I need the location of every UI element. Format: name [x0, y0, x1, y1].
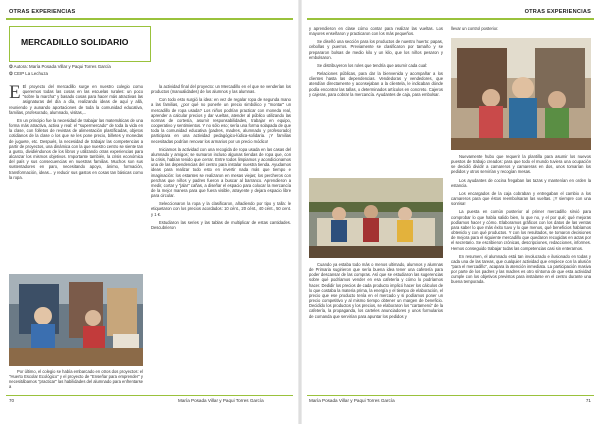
- paragraph: Cuando ya estaba todo más o menos ultimado, alumnos y alumnas de Primaria sugirieron que sería buena idea tener una cafetería para poder descansar de las compras. Así que se estudiaron las sugerencias sobre qué podríamos vender en esa cafetería y cómo lo podríamos hacer. Dedidir los precios de cada producto implicó hacer los cálculos de lo que costaba la materia prima, la energía y el tiempo de elaboración, el precio que ese producto tenía en el mercado y si podíamos poner un precio competitivo y al mismo tiempo obtener un margen de beneficio. Decidido los productos y los precios, se elaboraron los "cartamenú" de la cafetería, la propaganda, los carteles anunciadores y unos formularios de comanda que servirían para apuntar los pedidos y: [309, 262, 443, 319]
- bullet-icon: ❂: [9, 64, 14, 69]
- authors-names: María Posada Villar y Paqui Torres García: [29, 64, 111, 69]
- bullet-icon: ❂: [9, 71, 14, 76]
- paragraph: La puesta en común posterior al primer mercadillo sirvió para comprobar lo que había salido bien, lo que no, y el por qué; qué mejoras podíamos hacer y cómo. Elaboramos gráficos con los datos de las ventas para saber lo que más éxito tuvo y lo que menos, qué beneficios habíamos obtenido y con qué productos. Y con los resultados, se tomaron decisiones de mejora para el siguiente mercadillo que quedaron recogidas en actas por el secretario. Se escribieron crónicas, descripciones, redacciones, informes. Hemos conseguido trabajar todas las competencias casi sin enterarnos.: [451, 209, 591, 251]
- paragraph: En un principio fue la necesidad de trabajar las matemáticas de una forma más atractiva, activa y real: el "supermercado" de toda la vida en la clase, con folletos de revistas de alimentación plastificadas, objetos cotidianos de la clase o los que se les pone precio, billetes y monedas de juguete, etc. Después, la necesidad de trabajar las competencias a partir de proyectos, una dinámica con la que nuestro centro se siente tan a gusto, dividiéndonos de los libros y utilizando otras experiencias para alcanzar los mismos objetivos. Importante también, la crisis económica del país y sus consecuencias en nuestras familias. Muchos son sus sustentadores en paro, necesitando apoyo, ánimo, formación, transformación, ideas... y reducir sus gastos en cosas tan básicas como la ropa.: [9, 117, 143, 180]
- left-column-2: [151, 84, 291, 394]
- left-column-1: [9, 84, 143, 272]
- paragraph: Se distribuyeron los roles que tendría que asumir cada cual:: [317, 62, 428, 68]
- footer-authors-right: María Posada Villar y Paqui Torres García: [309, 398, 395, 403]
- right-page: [300, 0, 600, 424]
- paragraph: Relaciones públicas, para dar la bienvenida y acompañar a los clientes hasta las dependencias. Vendedoras y vendedores, que atendían directamente y aconsejaban a la clientela, le indicaban dónde podía encontrar las tallas, o determinados artículos en concreto. Cajeros y cajeras, para cobrar la mercancía. Ayudantes de caja, para embolsar.: [309, 71, 443, 97]
- right-column-2-top: [451, 26, 591, 36]
- page-number-right: 71: [585, 398, 591, 403]
- school-name: CEIP La Lechuza: [13, 71, 48, 76]
- header-rule-left: [6, 18, 293, 20]
- paragraph: Se diseñó una sección para los productos de nuestro huerto: papas, cebollas y puerros. Previamente se clasificaron por tamaño y se prepararon bolsas de medio kilo y un kilo, que los niños pesaron y embolsaron.: [309, 39, 443, 60]
- school-credit: [9, 71, 48, 77]
- market-photo: [9, 274, 143, 366]
- header-rule-right: [307, 18, 594, 20]
- paragraph: Los encargados de la caja cobraban y entregaban el cambio a los camareros para que éstos reembolsaran las vueltas. ¡Y siempre con una sonrisa!: [451, 190, 591, 207]
- shop-photo: [451, 38, 591, 150]
- paragraph: [9, 84, 143, 115]
- authors-label: Autora:: [13, 64, 28, 69]
- paragraph: Por último, el colegio se había embarcado en otros dos proyectos: el "Huerto Escolar Ecológico" y el proyecto de "Enseñar para emprender" y necesitábamos "practicar" las habilidades del alumnado para enfrentarse a: [9, 369, 143, 390]
- paragraph: Nuevamente hubo que requerir la plantilla para asumir los nuevos puestos de trabajo creados: para que todo el mundo tuviera una ocupación se decidió dividir a camareros y camareras en dos, unos tomarían los pedidos y otros servirían y recogían mesas.: [451, 154, 591, 175]
- article-title: MERCADILLO SOLIDARIO: [21, 37, 129, 47]
- drop-cap: E: [9, 84, 21, 103]
- footer-rule-right: [307, 395, 594, 396]
- paragraph: llevar un control posterior.: [451, 26, 499, 31]
- paragraph: la actividad final del proyecto: un Mercadillo en el que se venderían los productos (manualidades) de los alumnos y las alumnas.: [151, 84, 291, 95]
- page-number-left: 70: [9, 398, 15, 403]
- paragraph: En resumen, el alumnado está tan involucrado e ilusionado en todas y cada una de las tareas, que cualquier actividad que empiece con la alusión "para el mercadillo", acapara la atención inmediata. La participación masiva por parte de los padres y las madres es otro síntoma de que esta actividad cumple con los objetivos previstos para instalarse en el centro durante una buena temporada.: [451, 253, 591, 285]
- right-column-1-bottom: [309, 262, 443, 393]
- left-column-1-bottom: [9, 369, 143, 393]
- footer-rule-left: [6, 395, 293, 396]
- right-column-2: [451, 154, 591, 394]
- footer-authors-left: María Posada Villar y Paqui Torres García: [178, 398, 264, 403]
- paragraph: Con todo esto surgió la idea: en vez de regalar ropa de segunda mano a las familias, ¿por qué no ponerle un precio simbólico y "montar" un mercadillo de ropa usada? Los niños podrían practicar con moneda real, aprender a calcular precios y dar vueltas, atender al público utilizando las normas de cortesía, asumir responsabilidades, trabajar en equipo, cooperativo y sentimientos. Y no sólo eso; sería una forma solapada de que toda la comunidad educativa (padres, madres, alumnado y profesorado) participara en una actividad pedagógico-lúdica-solidaria. ¡Y familias necesitadas podrían renovar los armarios por un precio módico!: [151, 97, 291, 144]
- paragraph: Los ayudantes de cocina fregaban las tazas y mantenían en orden la estancia.: [451, 177, 591, 188]
- cafeteria-photo: [309, 178, 443, 258]
- section-label-right: OTRAS EXPERIENCIAS: [524, 9, 591, 15]
- section-label-left: OTRAS EXPERIENCIAS: [9, 9, 76, 15]
- paragraph: Iniciamos la actividad con una recogida de ropa usada en las casas del alumnado y amigos; se sumaron incluso algunas tiendas de ropa que, con la crisis, habían tenido que cerrar. Entre todos limpiamos y acondicionamos una de las dependencias del centro para instalar nuestra tienda. Ayudamos ideas para realizar todo esto en invertir nada más que tiempo e imaginación: los estantes se realizaron en mesas viejas; los percheros con perchas que niños y padres fueron a buscar al barranco. Aprendieron a medir, cortar y "jalar" cañas, a diseñar el espacio para colocar la mercancía de la mejor manera para que fuera visible, atrayente y dejara espacio libre para circular.: [151, 146, 291, 199]
- paragraph: Seleccionaron la ropa y la clasificaron, añadiendo por tipo y talla: le etiquetaron con los precios acordados: 10 cént., 20 cént., 40 cént., 50 cent. y 1 €.: [151, 201, 291, 217]
- author-credit: [9, 64, 111, 70]
- right-column-1: [309, 26, 443, 178]
- paragraph: Estudiaron las series y las tablas de multiplicar de estas cantidades. Descubrieron: [151, 219, 291, 230]
- paragraph-text: El proyecto del mercadillo surge en nuestro colegio como queremos todas las cosas en las escuelas rurales: un poco "sobre la marcha" y basado cosas para hacer más atractivas las asignaturas del día a día, realizando ideas de aquí y allá, reuniendo y aunando aportaciones de toda la comunidad educativa, familias, profesorado, alumnado, visitas,...: [9, 84, 143, 115]
- paragraph: y aprendieron en clase cómo contar para realizar las vueltas. Los mayores enseñaron y practicaron con los más pequeños.: [309, 26, 443, 37]
